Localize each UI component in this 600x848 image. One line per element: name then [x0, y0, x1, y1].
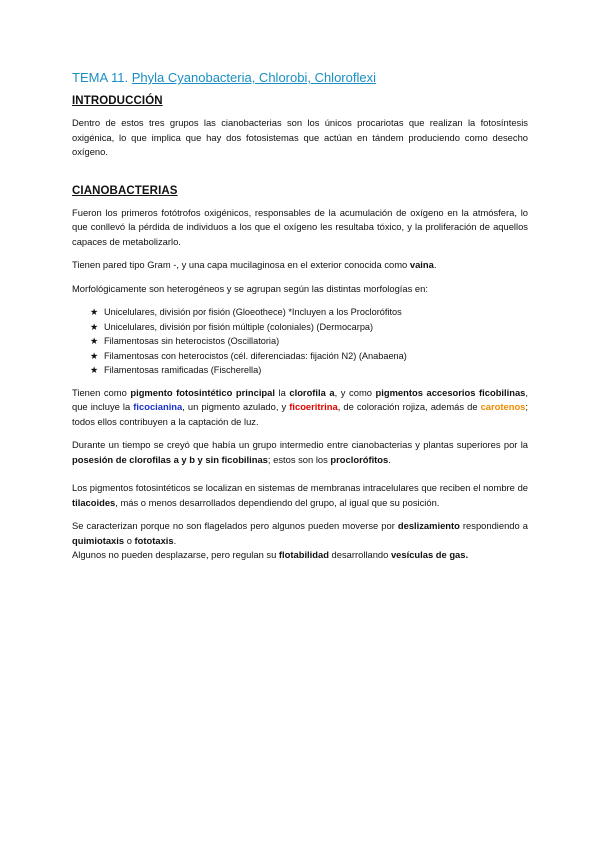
star-bullet-icon: ★	[90, 350, 99, 361]
cyano-paragraph-pigments: Tienen como pigmento fotosintético principal la clorofila a, y como pigmentos accesorios ficobilinas, que incluye la ficocianina, un pigmento azulado, y ficoeritrina, de coloración rojiza, además de carotenos; todos ellos contribuyen a la captación de luz.	[72, 386, 529, 427]
cyano-paragraph-3: Morfológicamente son heterogéneos y se agrupan según las distintas morfologías en:	[72, 282, 428, 294]
intro-paragraph: Dentro de estos tres grupos las cianobacterias son los únicos procariotas que realizan la fotosíntesis oxigénica, lo que implica que hay dos fotosistemas que actúan en tándem produciendo como desecho oxígeno.	[72, 117, 528, 157]
cyano-paragraph-proclorofitos: Durante un tiempo se creyó que había un grupo intermedio entre cianobacterias y plantas superiores por la posesión de clorofilas a y b y sin ficobilinas; estos son los proclorófitos.	[72, 439, 528, 465]
star-bullet-icon: ★	[90, 365, 99, 375]
cyano-paragraph-movement: Se caracterizan porque no son flagelados pero algunos pueden moverse por deslizamiento respondiendo a quimiotaxis o fototaxis.	[72, 520, 528, 546]
list-item: ★ Filamentosas ramificadas (Fischerella)	[90, 363, 528, 378]
list-item: ★ Unicelulares, división por fisión (Gloeothece) *Incluyen a los Proclorófitos	[90, 305, 528, 320]
list-item: ★ Filamentosas sin heterocistos (Oscillatoria)	[90, 334, 528, 349]
term-carotenos: carotenos	[480, 401, 526, 412]
cyano-paragraph-flotability: Algunos no pueden desplazarse, pero regulan su flotabilidad desarrollando vesículas de gas.	[72, 549, 469, 560]
cyano-paragraph-2: Tienen pared tipo Gram -, y una capa mucilaginosa en el exterior conocida como vaina.	[72, 259, 437, 270]
term-ficoeritrina: ficoeritrina	[289, 401, 338, 412]
list-item: ★ Filamentosas con heterocistos (cél. diferenciadas: fijación N2) (Anabaena)	[90, 349, 528, 364]
cyano-paragraph-1: Fueron los primeros fotótrofos oxigénicos, responsables de la acumulación de oxígeno en la atmósfera, lo que conllevó la pérdida de individuos a los que el oxígeno les resultaba tóxico, y la proliferación de aquellos capaces de metabolizarlo.	[72, 206, 528, 247]
title-subject: Phyla Cyanobacteria, Chlorobi, Chloroflexi	[131, 70, 376, 85]
term-vaina: vaina	[409, 259, 434, 270]
star-bullet-icon: ★	[90, 307, 99, 317]
list-item: ★ Unicelulares, división por fisión múltiple (coloniales) (Dermocarpa)	[90, 320, 528, 335]
term-ficocianina: ficocianina	[133, 401, 183, 412]
page-title	[72, 70, 528, 85]
cyano-paragraph-tilacoides: Los pigmentos fotosintéticos se localizan en sistemas de membranas intracelulares que reciben el nombre de tilacoides, más o menos desarrollados dependiendo del grupo, al igual que su posición.	[72, 482, 528, 508]
title-prefix: TEMA 11.	[72, 70, 129, 85]
cyano-heading: CIANOBACTERIAS	[72, 184, 178, 197]
morphology-list	[72, 305, 528, 378]
star-bullet-icon: ★	[90, 321, 99, 332]
document-content	[72, 70, 528, 572]
intro-heading: INTRODUCCIÓN	[72, 95, 163, 107]
star-bullet-icon: ★	[90, 336, 99, 346]
